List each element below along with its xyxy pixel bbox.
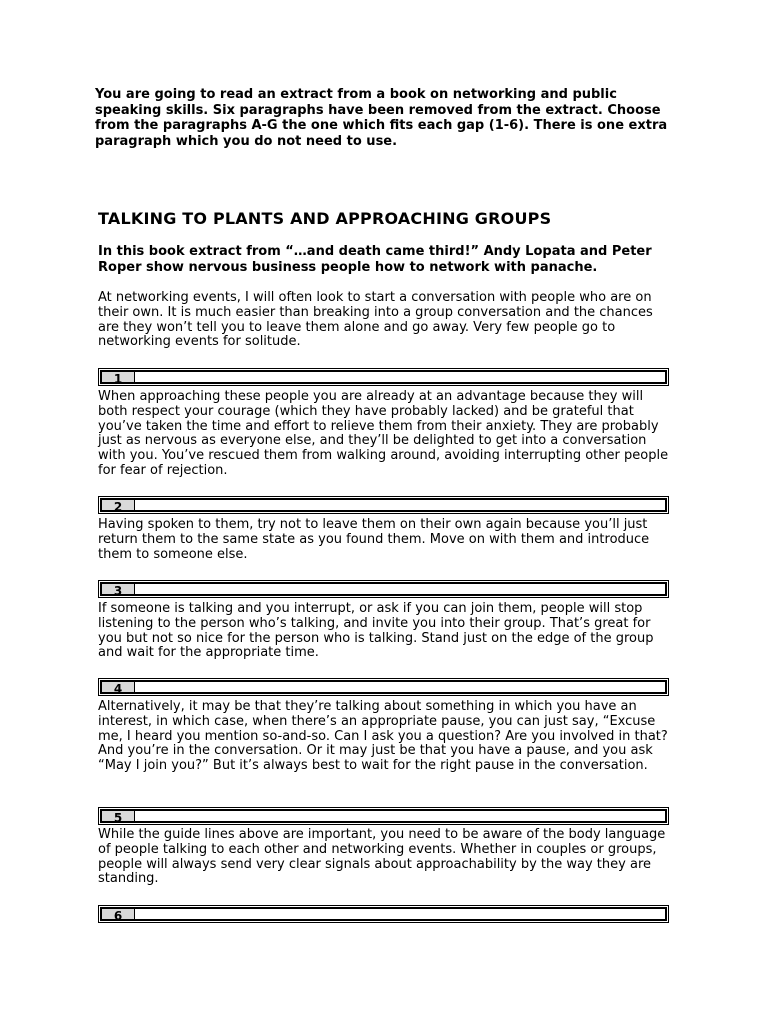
gap-answer-space[interactable] [135, 584, 665, 594]
gap-number: 1 [102, 372, 135, 382]
paragraph-after-gap-1: When approaching these people you are already at an advantage because they will both respect your courage (which they have probably lacked) and be grateful that you’ve taken the time and effort to relieve them from their anxiety. They are probably just as nervous as everyone else, and they’ll be delighted to get into a conversation with you. You’ve rescued them from walking around, avoiding interrupting other people for fear of rejection. [98, 389, 669, 478]
article-subtitle: In this book extract from “…and death came third!” Andy Lopata and Peter Roper show nervous business people how to network with panache. [98, 244, 652, 275]
paragraph-after-gap-3: If someone is talking and you interrupt, or ask if you can join them, people will stop listening to the person who’s talking, and invite you into their group. That’s great for you but not so nice for the person who is talking. Stand just on the edge of the group and wait for the appropriate time. [98, 601, 654, 661]
gap-box-4[interactable] [98, 678, 669, 696]
gap-box-1[interactable] [98, 368, 669, 386]
gap-answer-space[interactable] [135, 682, 665, 692]
gap-answer-space[interactable] [135, 909, 665, 919]
gap-number: 2 [102, 500, 135, 510]
gap-box-6[interactable] [98, 905, 669, 923]
gap-number: 5 [102, 811, 135, 821]
paragraph-intro: At networking events, I will often look to start a conversation with people who are on their own. It is much easier than breaking into a group conversation and the chances are they won’t tell you to leave them alone and go away. Very few people go to networking events for solitude. [98, 290, 653, 350]
gap-answer-space[interactable] [135, 500, 665, 510]
gap-number: 4 [102, 682, 135, 692]
gap-answer-space[interactable] [135, 372, 665, 382]
task-instructions: You are going to read an extract from a book on networking and public speaking skills. Six paragraphs have been removed from the extract. Choose from the paragraphs A-G the one which fits each gap (1-6). There is one extra paragraph which you do not need to use. [95, 87, 668, 149]
gap-number: 3 [102, 584, 135, 594]
paragraph-after-gap-5: While the guide lines above are important, you need to be aware of the body language of people talking to each other and networking events. Whether in couples or groups, people will always send very clear signals about approachability by the way they are standing. [98, 827, 666, 887]
paragraph-after-gap-4: Alternatively, it may be that they’re talking about something in which you have an interest, in which case, when there’s an appropriate pause, you can just say, “Excuse me, I heard you mention so-and-so. Can I ask you a question? Are you involved in that? And you’re in the conversation. Or it may just be that you have a pause, and you ask “May I join you?” But it’s always best to wait for the right pause in the conversation. [98, 699, 668, 774]
gap-number: 6 [102, 909, 135, 919]
article-title: TALKING TO PLANTS AND APPROACHING GROUPS [98, 209, 552, 228]
gap-box-3[interactable] [98, 580, 669, 598]
gap-box-2[interactable] [98, 496, 669, 514]
paragraph-after-gap-2: Having spoken to them, try not to leave them on their own again because you’ll just return them to the same state as you found them. Move on with them and introduce them to someone else. [98, 517, 650, 562]
gap-box-5[interactable] [98, 807, 669, 825]
gap-answer-space[interactable] [135, 811, 665, 821]
